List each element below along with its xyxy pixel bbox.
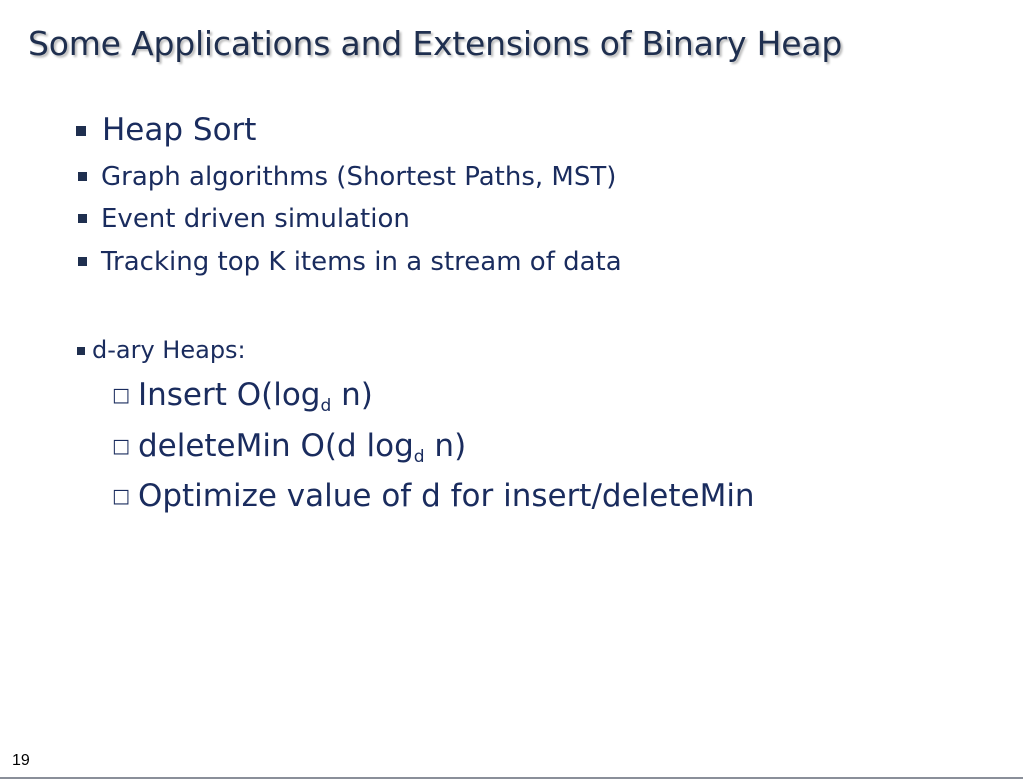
bullet-text: Heap Sort <box>102 112 257 148</box>
bullet-heap-sort <box>76 112 256 148</box>
slide-title: Some Applications and Extensions of Binary Heap <box>28 24 843 63</box>
square-bullet-icon <box>78 214 87 223</box>
dary-item-main: Insert O(log <box>137 377 321 413</box>
hollow-square-bullet-icon: □ <box>112 384 130 406</box>
dary-item-tail: n) <box>424 428 467 464</box>
dary-heading <box>77 336 246 364</box>
square-bullet-icon <box>77 347 85 355</box>
bullet-text: Event driven simulation <box>101 204 410 234</box>
bullet-graph-algorithms <box>78 162 616 192</box>
dary-item-text <box>138 428 466 467</box>
footer-divider <box>0 777 1023 779</box>
bullet-text: Tracking top K items in a stream of data <box>101 247 622 277</box>
dary-item-insert <box>112 377 373 416</box>
square-bullet-icon <box>76 126 86 136</box>
dary-item-deletemin <box>112 428 466 467</box>
page-number: 19 <box>12 752 30 769</box>
square-bullet-icon <box>78 257 87 266</box>
bullet-top-k <box>78 247 622 277</box>
dary-item-text <box>138 377 373 416</box>
dary-item-text: Optimize value of d for insert/deleteMin <box>137 478 755 514</box>
dary-item-subscript: d <box>320 395 332 416</box>
dary-item-main: deleteMin O(d log <box>137 428 414 464</box>
dary-item-tail: n) <box>331 377 373 413</box>
bullet-text: Graph algorithms (Shortest Paths, MST) <box>101 162 617 192</box>
dary-item-optimize <box>112 478 755 514</box>
dary-item-subscript: d <box>413 446 425 467</box>
hollow-square-bullet-icon: □ <box>112 485 130 507</box>
bullet-event-simulation <box>78 204 410 234</box>
hollow-square-bullet-icon: □ <box>112 435 130 457</box>
square-bullet-icon <box>78 172 87 181</box>
dary-heading-text: d-ary Heaps: <box>92 336 246 364</box>
